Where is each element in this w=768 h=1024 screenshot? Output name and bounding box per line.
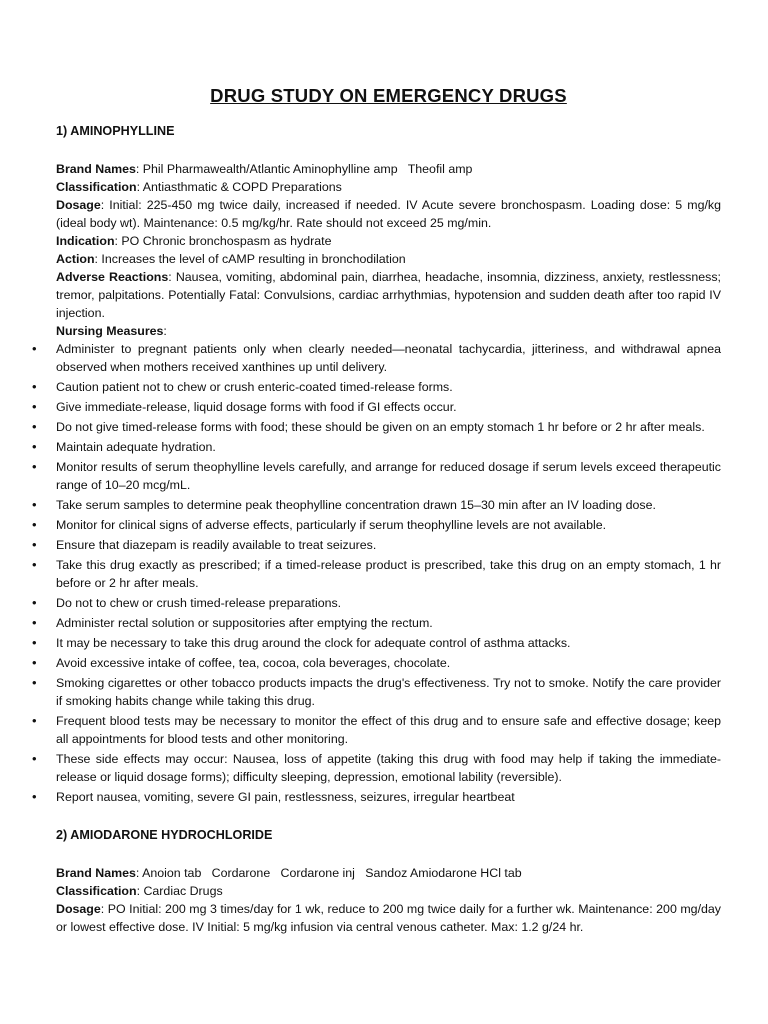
list-item: • It may be necessary to take this drug around the clock for adequate control of asthma attacks. [56,634,721,652]
indication-field [56,232,721,250]
field-label: Brand Names [56,866,136,880]
list-item: • Give immediate-release, liquid dosage forms with food if GI effects occur. [56,398,721,416]
list-item: • These side effects may occur: Nausea, loss of appetite (taking this drug with food may help if taking the immediate-release or liquid dosage forms); difficulty sleeping, depression, emotional lability (reversible). [56,750,721,786]
nursing-measures-list [56,340,721,806]
list-item: • Maintain adequate hydration. [56,438,721,456]
list-item: • Administer rectal solution or suppositories after emptying the rectum. [56,614,721,632]
list-item: • Caution patient not to chew or crush enteric-coated timed-release forms. [56,378,721,396]
document-title: DRUG STUDY ON EMERGENCY DRUGS [210,85,567,106]
list-item: • Monitor results of serum theophylline levels carefully, and arrange for reduced dosage if serum levels exceed therapeutic range of 10–20 mcg/mL. [56,458,721,494]
list-item: • Take this drug exactly as prescribed; if a timed-release product is prescribed, take this drug on an empty stomach, 1 hr before or 2 hr after meals. [56,556,721,592]
field-value: : PO Initial: 200 mg 3 times/day for 1 wk, reduce to 200 mg twice daily for a further wk. Maintenance: 200 mg/day or lowest effective dose. IV Initial: 5 mg/kg infusion via central venous catheter. Max: 1.2 g/24 hr. [56,902,721,934]
section-aminophylline [56,122,721,806]
list-item: • Report nausea, vomiting, severe GI pain, restlessness, seizures, irregular heartbeat [56,788,721,806]
dosage-field [56,900,721,936]
classification-field [56,178,721,196]
field-value: : Antiasthmatic & COPD Preparations [136,180,342,194]
field-label: Nursing Measures [56,324,164,338]
brand-names-field [56,160,721,178]
list-item: • Do not to chew or crush timed-release preparations. [56,594,721,612]
field-value: : Anoion tab Cordarone Cordarone inj Sandoz Amiodarone HCl tab [135,866,522,880]
document-page [56,84,721,936]
list-item: • Frequent blood tests may be necessary to monitor the effect of this drug and to ensure safe and effective dosage; keep all appointments for blood tests and other monitoring. [56,712,721,748]
field-label: Action [56,252,95,266]
section-heading: 1) AMINOPHYLLINE [56,124,175,138]
classification-field [56,882,721,900]
field-label: Brand Names [56,162,136,176]
list-item: • Smoking cigarettes or other tobacco products impacts the drug's effectiveness. Try not to smoke. Notify the care provider if smoking habits change while taking this drug. [56,674,721,710]
adverse-reactions-field [56,268,721,322]
section-heading: 2) AMIODARONE HYDROCHLORIDE [56,828,273,842]
list-item: • Avoid excessive intake of coffee, tea, cocoa, cola beverages, chocolate. [56,654,721,672]
field-value: : PO Chronic bronchospasm as hydrate [114,234,332,248]
field-label: Indication [56,234,115,248]
list-item: • Ensure that diazepam is readily available to treat seizures. [56,536,721,554]
list-item: • Administer to pregnant patients only when clearly needed—neonatal tachycardia, jitteriness, and withdrawal apnea observed when mothers received xanthines up until delivery. [56,340,721,376]
field-label: Dosage [56,902,101,916]
field-value: : Cardiac Drugs [136,884,223,898]
dosage-field [56,196,721,232]
field-label: Adverse Reactions [56,270,169,284]
action-field [56,250,721,268]
field-label: Dosage [56,198,101,212]
list-item: • Monitor for clinical signs of adverse effects, particularly if serum theophylline levels are not available. [56,516,721,534]
nursing-measures-heading [56,322,721,340]
field-suffix: : [163,324,167,338]
list-item: • Take serum samples to determine peak theophylline concentration drawn 15–30 min after an IV loading dose. [56,496,721,514]
field-label: Classification [56,884,137,898]
field-value: : Increases the level of cAMP resulting in bronchodilation [94,252,406,266]
field-label: Classification [56,180,137,194]
field-value: : Initial: 225-450 mg twice daily, increased if needed. IV Acute severe bronchospasm. Loading dose: 5 mg/kg (ideal body wt). Maintenance: 0.5 mg/kg/hr. Rate should not exceed 25 mg/min. [56,198,721,230]
section-amiodarone [56,826,721,936]
field-value: : Phil Pharmawealth/Atlantic Aminophylline amp Theofil amp [135,162,473,176]
brand-names-field [56,864,721,882]
list-item: • Do not give timed-release forms with food; these should be given on an empty stomach 1 hr before or 2 hr after meals. [56,418,721,436]
field-value: : Nausea, vomiting, abdominal pain, diarrhea, headache, insomnia, dizziness, anxiety, restlessness; tremor, palpitations. Potentially Fatal: Convulsions, cardiac arrhythmias, hypotension and sudden death after too rapid IV injection. [56,270,721,320]
